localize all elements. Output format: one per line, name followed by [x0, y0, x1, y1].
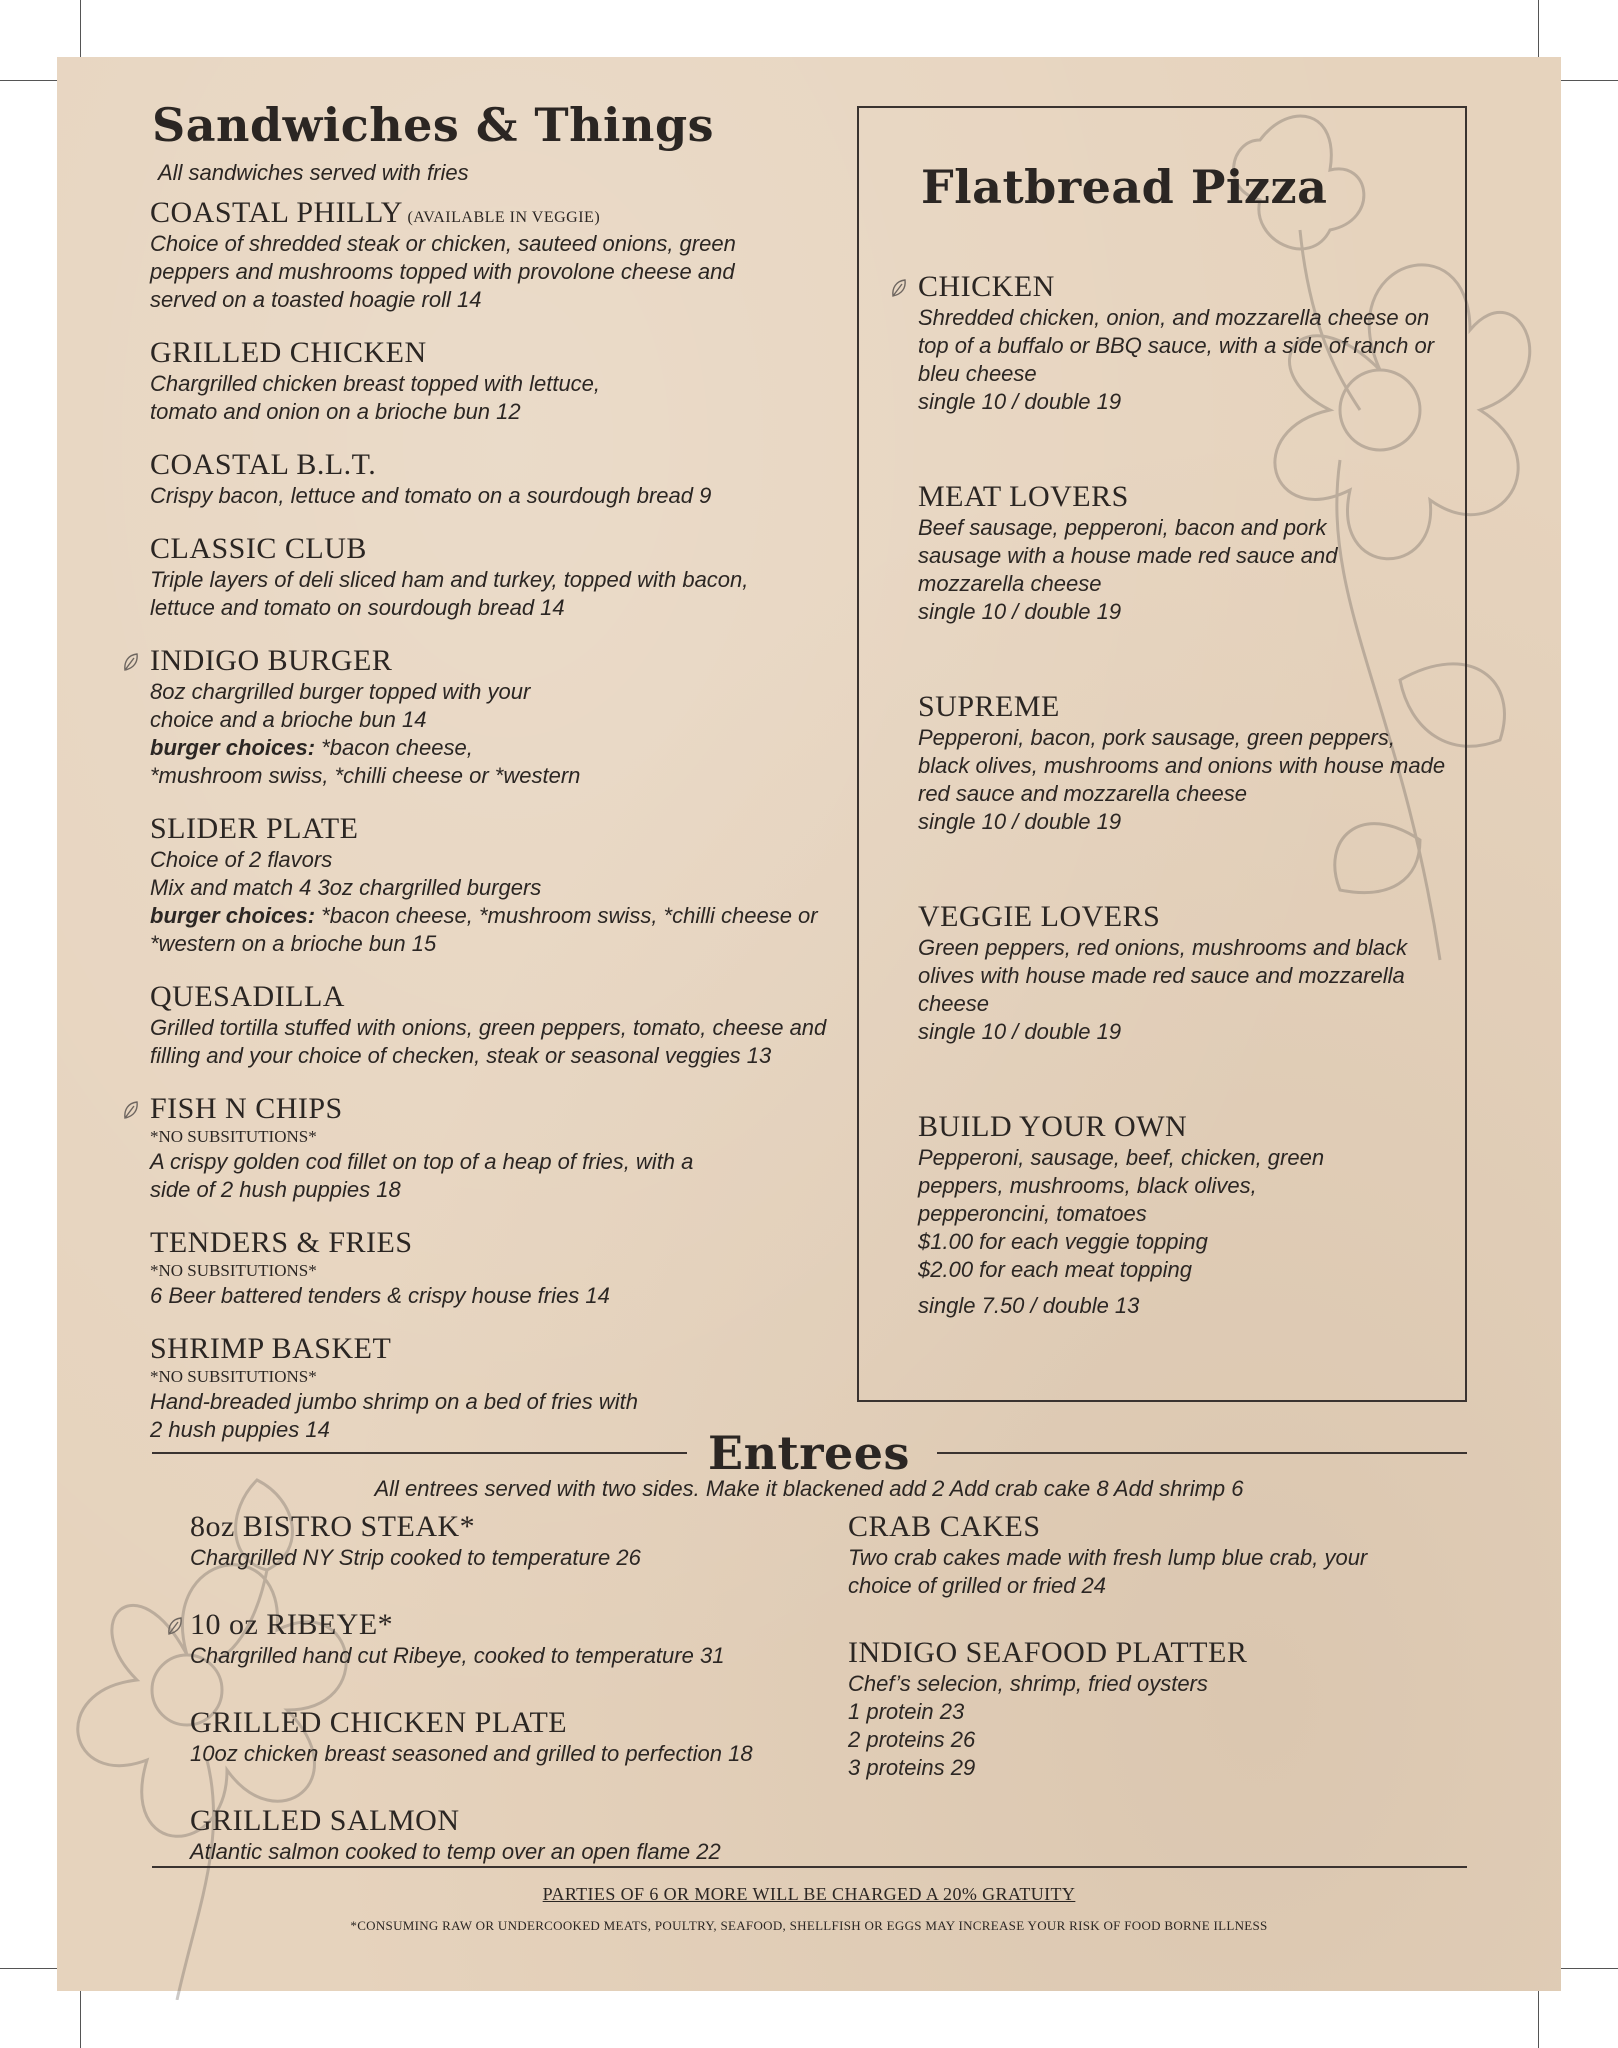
crop-mark	[0, 80, 60, 81]
item-description: Mix and match 4 3oz chargrilled burgers	[150, 875, 542, 900]
item-description: Two crab cakes made with fresh lump blue crab, your choice of grilled or fried 24	[848, 1545, 1368, 1598]
item-description: Chargrilled hand cut Ribeye, cooked to temperature 31	[190, 1643, 725, 1668]
item-name: SLIDER PLATE	[150, 812, 359, 845]
item-description: Atlantic salmon cooked to temp over an open flame 22	[190, 1839, 721, 1864]
menu-item	[150, 812, 850, 958]
sandwiches-title: Sandwiches & Things	[152, 98, 715, 152]
menu-item	[190, 1804, 830, 1866]
sandwiches-list	[150, 196, 850, 1466]
item-name: GRILLED CHICKEN PLATE	[190, 1706, 568, 1739]
item-price: single 10 / double 19	[918, 389, 1122, 414]
item-description: 8oz chargrilled burger topped with your choice and a brioche bun 14	[150, 679, 531, 732]
menu-item	[918, 1110, 1448, 1320]
sandwiches-intro: All sandwiches served with fries	[158, 160, 469, 185]
item-description: Green peppers, red onions, mushrooms and black olives with house made red sauce and mozzarella cheese	[918, 935, 1408, 1016]
choices-label: burger choices:	[150, 903, 316, 928]
no-substitutions-note: *NO SUBSITUTIONS*	[150, 1367, 317, 1386]
menu-item	[918, 270, 1448, 416]
choices-label: burger choices:	[150, 735, 316, 760]
item-name: COASTAL PHILLY	[150, 196, 403, 229]
crop-mark	[1538, 1988, 1539, 2048]
menu-item	[150, 980, 850, 1070]
leaf-icon	[122, 1100, 140, 1120]
consumer-warning: *CONSUMING RAW OR UNDERCOOKED MEATS, POULTRY, SEAFOOD, SHELLFISH OR EGGS MAY INCREASE YOUR RISK OF FOOD BORNE ILLNESS	[350, 1918, 1268, 1933]
menu-item	[150, 644, 850, 790]
item-description: Choice of 2 flavors	[150, 847, 333, 872]
item-name: 8oz BISTRO STEAK*	[190, 1510, 476, 1543]
item-name: COASTAL B.L.T.	[150, 448, 377, 481]
topping-price: $2.00 for each meat topping	[918, 1257, 1192, 1282]
choices-text: *bacon cheese, *mushroom swiss, *chilli cheese or *western	[150, 735, 581, 788]
item-description: Chargrilled chicken breast topped with lettuce, tomato and onion on a brioche bun 12	[150, 371, 601, 424]
item-description: Crispy bacon, lettuce and tomato on a sourdough bread 9	[150, 483, 712, 508]
no-substitutions-note: *NO SUBSITUTIONS*	[150, 1261, 317, 1280]
menu-item	[150, 1226, 850, 1310]
item-description: 6 Beer battered tenders & crispy house fries 14	[150, 1283, 610, 1308]
footer-rule	[152, 1866, 1467, 1868]
item-description: Grilled tortilla stuffed with onions, green peppers, tomato, cheese and filling and your choice of checken, steak or seasonal veggies 13	[150, 1015, 827, 1068]
entrees-title: Entrees	[708, 1426, 910, 1480]
item-description: Pepperoni, sausage, beef, chicken, green peppers, mushrooms, black olives, pepperoncini, tomatoes	[918, 1145, 1325, 1226]
gratuity-notice: PARTIES OF 6 OR MORE WILL BE CHARGED A 20% GRATUITY	[542, 1884, 1076, 1904]
protein-option: 2 proteins 26	[848, 1727, 976, 1752]
item-choices	[150, 902, 850, 958]
menu-item	[918, 900, 1448, 1046]
menu-item	[150, 196, 850, 314]
item-name: TENDERS & FRIES	[150, 1226, 413, 1259]
crop-mark	[1558, 1968, 1618, 1969]
item-name: SHRIMP BASKET	[150, 1332, 392, 1365]
item-description: Hand-breaded jumbo shrimp on a bed of fries with 2 hush puppies 14	[150, 1389, 638, 1442]
leaf-icon	[166, 1616, 184, 1636]
crop-mark	[0, 1968, 60, 1969]
item-description: Chargrilled NY Strip cooked to temperature 26	[190, 1545, 641, 1570]
choices-text: *bacon cheese, *mushroom swiss, *chilli cheese or *western on a brioche bun 15	[150, 903, 818, 956]
item-name: FISH N CHIPS	[150, 1092, 343, 1125]
item-description: Pepperoni, bacon, pork sausage, green peppers, black olives, mushrooms and onions with house made red sauce and mozzarella cheese	[918, 725, 1446, 806]
entrees-left-list	[190, 1510, 830, 1888]
item-name: CHICKEN	[918, 270, 1055, 303]
flatbread-title: Flatbread Pizza	[921, 160, 1328, 214]
item-choices	[150, 734, 590, 790]
item-price: single 7.50 / double 13	[918, 1293, 1140, 1318]
item-name: 10 oz RIBEYE*	[190, 1608, 394, 1641]
menu-item	[190, 1510, 830, 1572]
item-price: single 10 / double 19	[918, 1019, 1122, 1044]
entrees-intro: All entrees served with two sides. Make it blackened add 2 Add crab cake 8 Add shrimp 6	[374, 1476, 1244, 1501]
item-description: Beef sausage, pepperoni, bacon and pork sausage with a house made red sauce and mozzarella cheese	[918, 515, 1338, 596]
item-name: SUPREME	[918, 690, 1060, 723]
item-price: single 10 / double 19	[918, 809, 1122, 834]
protein-option: 3 proteins 29	[848, 1755, 976, 1780]
leaf-icon	[122, 652, 140, 672]
item-name: GRILLED CHICKEN	[150, 336, 427, 369]
crop-mark	[1558, 80, 1618, 81]
item-price: single 10 / double 19	[918, 599, 1122, 624]
item-name: MEAT LOVERS	[918, 480, 1129, 513]
no-substitutions-note: *NO SUBSITUTIONS*	[150, 1127, 317, 1146]
leaf-icon	[890, 278, 908, 298]
item-description: 10oz chicken breast seasoned and grilled to perfection 18	[190, 1741, 753, 1766]
item-description: Triple layers of deli sliced ham and turkey, topped with bacon, lettuce and tomato on sourdough bread 14	[150, 567, 749, 620]
item-name: CRAB CAKES	[848, 1510, 1041, 1543]
menu-item	[918, 690, 1448, 836]
crop-mark	[1538, 0, 1539, 60]
item-description: A crispy golden cod fillet on top of a heap of fries, with a side of 2 hush puppies 18	[150, 1149, 694, 1202]
item-description: Chef’s selecion, shrimp, fried oysters	[848, 1671, 1208, 1696]
item-name: QUESADILLA	[150, 980, 345, 1013]
menu-item	[848, 1636, 1408, 1782]
protein-option: 1 protein 23	[848, 1699, 965, 1724]
item-name: BUILD YOUR OWN	[918, 1110, 1188, 1143]
item-name: CLASSIC CLUB	[150, 532, 367, 565]
menu-item	[150, 1092, 850, 1204]
item-name: INDIGO SEAFOOD PLATTER	[848, 1636, 1248, 1669]
flatbread-list	[918, 270, 1448, 1342]
menu-item	[150, 532, 850, 622]
entrees-right-list	[848, 1510, 1408, 1804]
item-note: (AVAILABLE IN VEGGIE)	[407, 209, 601, 226]
menu-item	[848, 1510, 1408, 1600]
menu-item	[918, 480, 1448, 626]
item-name: INDIGO BURGER	[150, 644, 393, 677]
item-name: VEGGIE LOVERS	[918, 900, 1161, 933]
item-description: Shredded chicken, onion, and mozzarella cheese on top of a buffalo or BBQ sauce, with a side of ranch or bleu cheese	[918, 305, 1435, 386]
menu-item	[150, 336, 850, 426]
menu-item	[150, 448, 850, 510]
item-description: Choice of shredded steak or chicken, sauteed onions, green peppers and mushrooms topped with provolone cheese and served on a toasted hoagie roll 14	[150, 231, 736, 312]
item-name: GRILLED SALMON	[190, 1804, 460, 1837]
menu-item	[190, 1608, 830, 1670]
topping-price: $1.00 for each veggie topping	[918, 1229, 1208, 1254]
menu-item	[190, 1706, 830, 1768]
crop-mark	[80, 0, 81, 60]
